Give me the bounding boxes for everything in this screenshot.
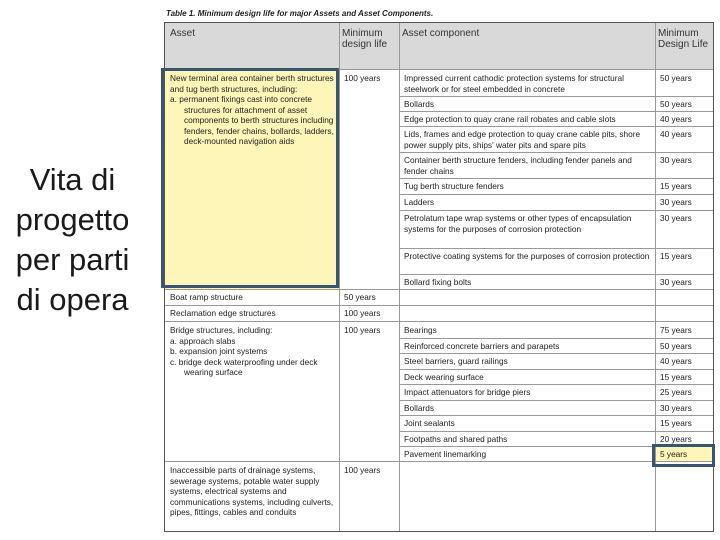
component-name: Reinforced concrete barriers and parapets [404, 341, 560, 351]
component-name: Bollards [404, 99, 434, 109]
component-life: 50 years [660, 73, 692, 83]
component-life: 30 years [660, 213, 692, 223]
component-name: Impressed current cathodic protection systems for structural steelwork or for steel embedded in concrete [404, 73, 624, 94]
component-life: 15 years [660, 418, 692, 428]
asset-text: Reclamation edge structures [170, 308, 276, 318]
row-divider [399, 431, 713, 432]
component-life: 50 years [660, 341, 692, 351]
side-title-line: progetto [15, 202, 130, 237]
component-name: Ladders [404, 197, 434, 207]
row-divider [399, 446, 713, 447]
component-life: 15 years [660, 181, 692, 191]
column-divider [399, 23, 400, 531]
asset-life: 100 years [344, 308, 381, 318]
component-life: 30 years [660, 197, 692, 207]
component-name: Joint sealants [404, 418, 455, 428]
row-divider [399, 126, 713, 127]
component-name: Deck wearing surface [404, 372, 484, 382]
row-divider [165, 321, 713, 322]
row-divider [399, 384, 713, 385]
asset-life: 50 years [344, 292, 376, 302]
header-asset-component: Asset component [399, 23, 655, 69]
component-name: Protective coating systems for the purposes of corrosion protection [404, 251, 650, 261]
row-divider [399, 338, 713, 339]
component-name: Bearings [404, 325, 437, 335]
component-name: Petrolatum tape wrap systems or other types of encapsulation systems for the purposes of corrosion protection [404, 213, 632, 234]
asset-sub-item: a. permanent fixings cast into concrete structures for attachment of asset components to berth structures including fenders, fender chains, bollards, ladders, deck-mounted navigation aids [170, 94, 334, 146]
asset-sub-item: a. approach slabs [170, 335, 236, 346]
component-name: Bollards [404, 403, 434, 413]
asset-text: Boat ramp structure [170, 292, 243, 302]
row-divider [399, 178, 713, 179]
row-divider [165, 69, 713, 70]
component-name: Container berth structure fenders, including fender panels and fender chains [404, 155, 632, 176]
row-divider [399, 152, 713, 153]
asset-text: Bridge structures, including: [170, 325, 273, 335]
component-life: 15 years [660, 251, 692, 261]
slide-side-title [0, 160, 145, 320]
row-divider [165, 289, 713, 290]
header-asset: Asset [165, 23, 339, 69]
row-divider [399, 248, 713, 249]
row-divider [399, 210, 713, 211]
asset-sub-item: c. bridge deck waterproofing under deck wearing surface [170, 356, 318, 377]
component-life: 30 years [660, 155, 692, 165]
asset-text: New terminal area container berth structures and tug berth structures, including: [170, 73, 334, 94]
row-divider [399, 415, 713, 416]
header-min-life-component: Minimum Design Life [655, 23, 713, 69]
component-life: 75 years [660, 325, 692, 335]
component-name: Lids, frames and edge protection to quay crane cable pits, shore power supply pits, ships' water pits and spare pits [404, 129, 641, 150]
component-life: 15 years [660, 372, 692, 382]
side-title-line: per parti [15, 242, 130, 277]
row-divider [165, 461, 713, 462]
component-name: Pavement linemarking [404, 449, 487, 459]
row-divider [399, 111, 713, 112]
component-name: Steel barriers, guard railings [404, 356, 508, 366]
component-life: 25 years [660, 387, 692, 397]
asset-life: 100 years [344, 73, 381, 83]
component-life: 40 years [660, 114, 692, 124]
row-divider [399, 400, 713, 401]
table-caption: Table 1. Minimum design life for major Assets and Asset Components. [166, 9, 434, 18]
design-life-table [164, 22, 714, 532]
row-divider [399, 194, 713, 195]
asset-cell [167, 72, 337, 212]
asset-cell [167, 324, 337, 454]
component-name: Bollard fixing bolts [404, 277, 472, 287]
component-name: Edge protection to quay crane rail robates and cable slots [404, 114, 616, 124]
side-title-line: Vita di [29, 162, 116, 197]
asset-life: 100 years [344, 325, 381, 335]
component-life: 20 years [660, 434, 692, 444]
header-min-life: Minimum design life [339, 23, 399, 69]
row-divider [165, 305, 713, 306]
row-divider [399, 369, 713, 370]
side-title-line: di opera [16, 282, 129, 317]
asset-text: Inaccessible parts of drainage systems, sewerage systems, potable water supply systems, electrical systems and communications systems, including culverts, pipes, fittings, cables and conduits [170, 465, 334, 517]
component-life-highlight: 5 years [655, 446, 713, 462]
row-divider [399, 353, 713, 354]
component-life: 30 years [660, 277, 692, 287]
component-life: 40 years [660, 129, 692, 139]
row-divider [399, 96, 713, 97]
component-life: 30 years [660, 403, 692, 413]
component-life: 40 years [660, 356, 692, 366]
component-name: Footpaths and shared paths [404, 434, 508, 444]
column-divider [655, 23, 656, 531]
asset-sub-item: b. expansion joint systems [170, 346, 268, 356]
component-name: Impact attenuators for bridge piers [404, 387, 531, 397]
row-divider [399, 274, 713, 275]
asset-life: 100 years [344, 465, 381, 475]
column-divider [339, 23, 340, 531]
component-name: Tug berth structure fenders [404, 181, 504, 191]
component-life: 50 years [660, 99, 692, 109]
